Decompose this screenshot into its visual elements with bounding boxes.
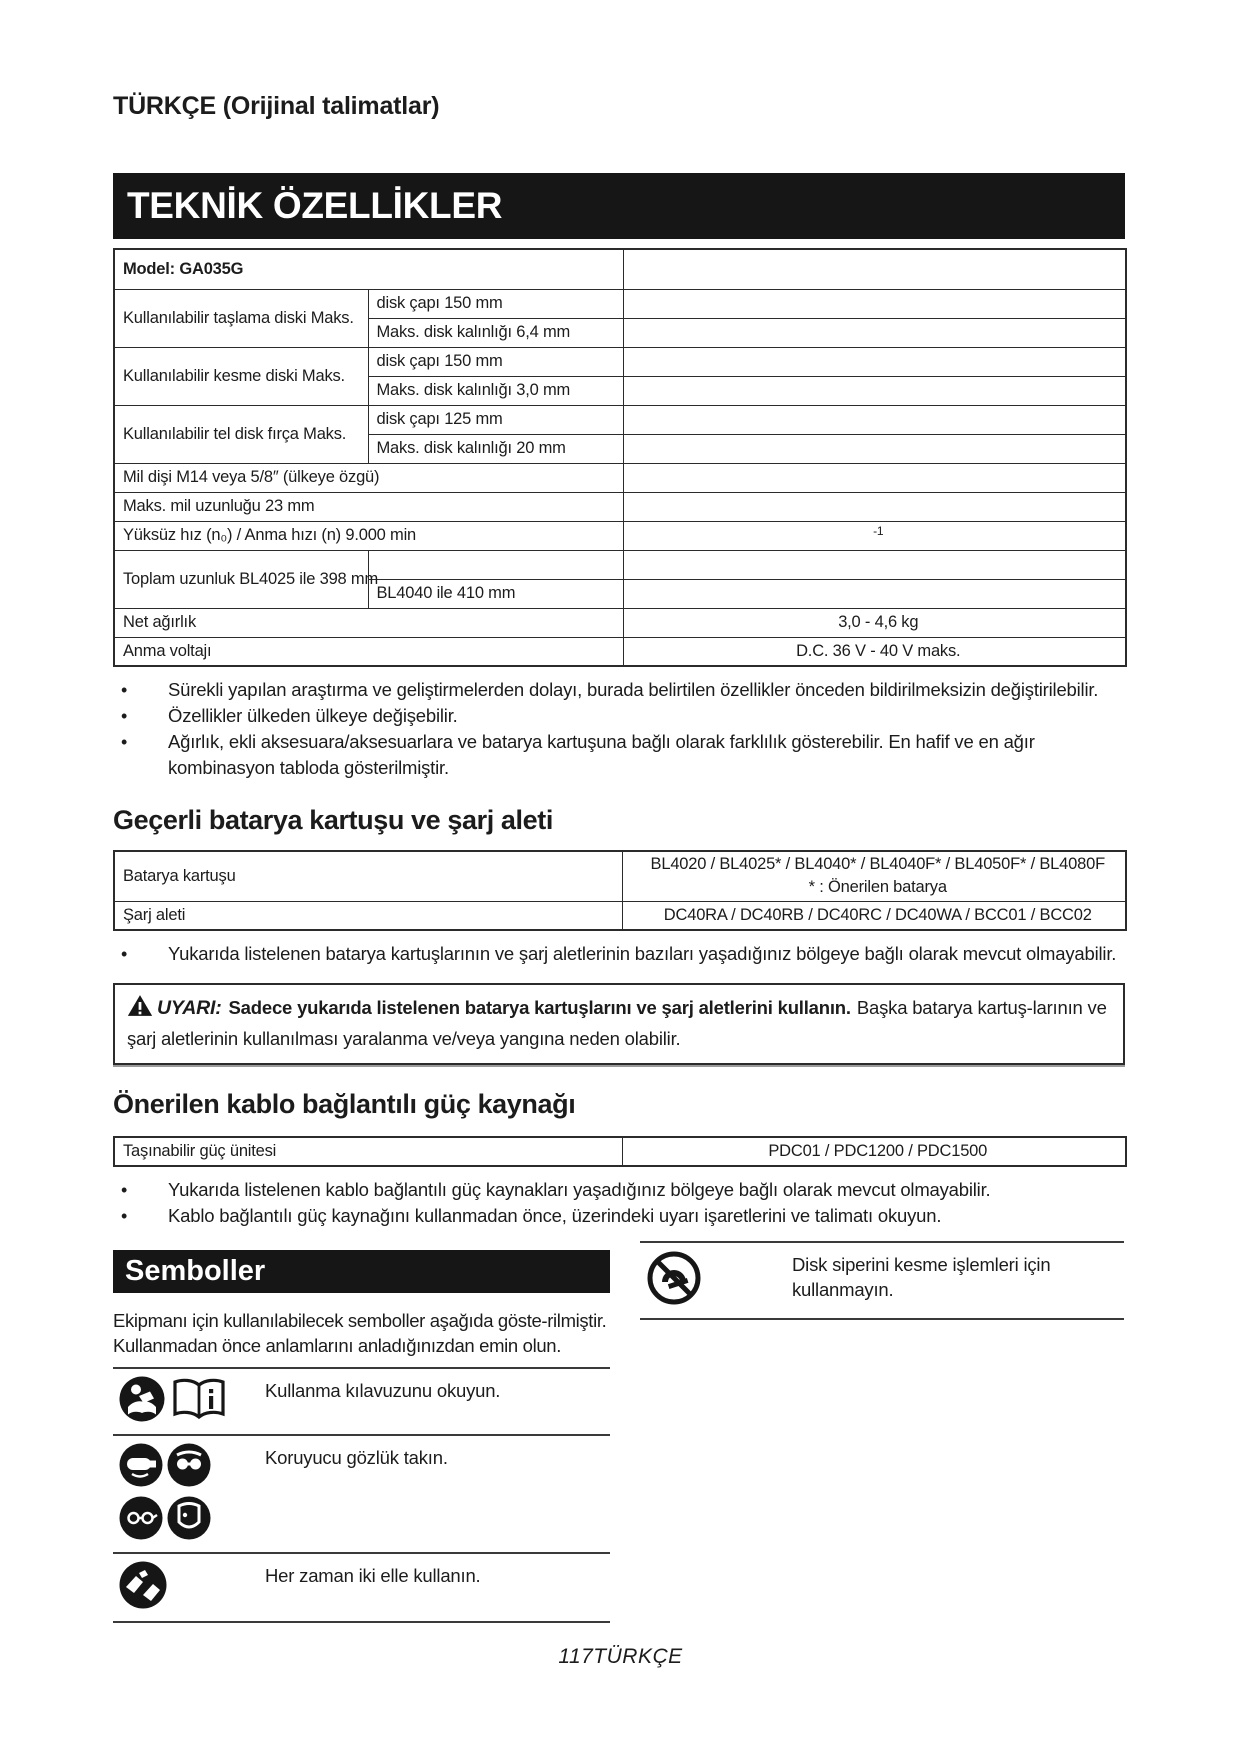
- spec-mil-uzunlugu-cell: Maks. mil uzunluğu 23 mm: [114, 492, 623, 521]
- battery-table: [113, 850, 1127, 931]
- list-item: • Ağırlık, ekli aksesuara/aksesuarlara ve batarya kartuşuna bağlı olarak farklılık gösterebilir. En hafif ve en ağır kombinasyon tabloda gösterilmiştir.: [113, 729, 1125, 781]
- table-row: [114, 492, 1126, 521]
- power-notes-list: [113, 1177, 1125, 1229]
- page-content: [113, 92, 1125, 1623]
- power-supply-heading: Önerilen kablo bağlantılı güç kaynağı: [113, 1089, 576, 1119]
- spec-empty-cell: [623, 550, 1126, 579]
- battery-note-list: [113, 941, 1125, 967]
- symbol-label: Her zaman iki elle kullanın.: [265, 1565, 481, 1586]
- battery-section-heading: Geçerli batarya kartuşu ve şarj aleti: [113, 805, 553, 835]
- page-number-footer: 117TÜRKÇE: [558, 1645, 683, 1668]
- power-unit-value-cell: PDC01 / PDC1200 / PDC1500: [622, 1137, 1126, 1166]
- spec-empty-cell: [623, 405, 1126, 434]
- spec-tel-label-cell: Kullanılabilir tel disk fırça Maks.: [114, 405, 368, 463]
- spec-anma-voltaji-label-cell: Anma voltajı: [114, 637, 623, 666]
- safety-goggles-icon: [119, 1443, 163, 1492]
- symbol-row-read-manual: [113, 1367, 610, 1434]
- face-shield-icon: [167, 1496, 211, 1545]
- warning-bold-text: Sadece yukarıda listelenen batarya kartuşlarını ve şarj aletlerini kullanın.: [228, 997, 851, 1018]
- spec-tel-kalinlik-cell: Maks. disk kalınlığı 20 mm: [368, 434, 623, 463]
- safety-goggles-icon: [167, 1443, 211, 1492]
- symbol-icons: [119, 1443, 265, 1545]
- symbol-label: Koruyucu gözlük takın.: [265, 1447, 448, 1468]
- symbols-intro-text: Ekipmanı için kullanılabilecek semboller aşağıda göste-rilmiştir. Kullanmadan önce anlamlarını anladığınızdan emin olun.: [113, 1310, 607, 1356]
- spec-empty-cell: [623, 347, 1126, 376]
- spec-empty-cell: [623, 492, 1126, 521]
- spec-empty-cell: [623, 579, 1126, 608]
- symbol-icons: [119, 1376, 265, 1427]
- spec-taslama-cap-cell: disk çapı 150 mm: [368, 289, 623, 318]
- table-row: [114, 901, 1126, 930]
- spec-anma-voltaji-value-cell: D.C. 36 V - 40 V maks.: [623, 637, 1126, 666]
- read-manual-icon: [119, 1376, 165, 1427]
- spec-mil-disi-cell: Mil dişi M14 veya 5/8″ (ülkeye özgü): [114, 463, 623, 492]
- table-row: [114, 347, 1126, 376]
- spec-tel-cap-cell: disk çapı 125 mm: [368, 405, 623, 434]
- warning-triangle-icon: [127, 994, 153, 1025]
- no-cutting-with-guard-icon: [646, 1250, 702, 1311]
- book-info-icon: [170, 1376, 228, 1427]
- symbols-right-column: [640, 1241, 1124, 1623]
- power-unit-label-cell: Taşınabilir güç ünitesi: [114, 1137, 622, 1166]
- spec-empty-cell: [623, 318, 1126, 347]
- table-row: [114, 1137, 1126, 1166]
- table-row: [114, 249, 1126, 289]
- list-item: • Yukarıda listelenen batarya kartuşlarının ve şarj aletlerinin bazıları yaşadığınız bölgeye bağlı olarak mevcut olmayabilir.: [113, 941, 1125, 967]
- symbol-row-eye-protection: [113, 1434, 610, 1552]
- spec-notes-list: [113, 677, 1125, 781]
- banner-semboller-label: Semboller: [125, 1255, 266, 1287]
- language-title: TÜRKÇE (Orijinal talimatlar): [113, 92, 440, 120]
- spec-empty-cell: [368, 550, 623, 579]
- table-row: [114, 289, 1126, 318]
- symbol-row-two-hands: [113, 1552, 610, 1623]
- battery-recommended-note: * : Önerilen batarya: [808, 878, 947, 897]
- spec-model-cell: Model: GA035G: [114, 249, 623, 289]
- goggle-icon-grid: [119, 1443, 211, 1545]
- spec-toplam-cell: Toplam uzunluk BL4025 ile 398 mm: [114, 550, 368, 608]
- spec-empty-cell: [623, 376, 1126, 405]
- table-row: [114, 608, 1126, 637]
- spec-taslama-kalinlik-cell: Maks. disk kalınlığı 6,4 mm: [368, 318, 623, 347]
- table-row: [114, 550, 1126, 579]
- power-supply-table: [113, 1136, 1127, 1167]
- list-item: • Sürekli yapılan araştırma ve geliştirmelerden dolayı, burada belirtilen özellikler önceden bildirilmeksizin değiştirilebilir.: [113, 677, 1125, 703]
- table-row: [114, 463, 1126, 492]
- charger-value-cell: DC40RA / DC40RB / DC40RC / DC40WA / BCC01 / BCC02: [622, 901, 1126, 930]
- spec-empty-cell: [623, 434, 1126, 463]
- spec-hiz-exponent-cell: -1: [623, 521, 1126, 550]
- battery-models: BL4020 / BL4025* / BL4040* / BL4040F* / BL4050F* / BL4080F: [650, 855, 1105, 874]
- spec-kesme-cap-cell: disk çapı 150 mm: [368, 347, 623, 376]
- spec-taslama-label-cell: Kullanılabilir taşlama diski Maks.: [114, 289, 368, 347]
- symbols-two-column-area: [113, 1241, 1125, 1623]
- spec-kesme-kalinlik-cell: Maks. disk kalınlığı 3,0 mm: [368, 376, 623, 405]
- symbols-left-column: [113, 1241, 610, 1623]
- list-item: • Kablo bağlantılı güç kaynağını kullanmadan önce, üzerindeki uyarı işaretlerini ve talimatı okuyun.: [113, 1203, 1125, 1229]
- spec-empty-cell: [623, 249, 1126, 289]
- spec-hiz-cell: Yüksüz hız (n₀) / Anma hızı (n) 9.000 min: [114, 521, 623, 550]
- table-row: [114, 521, 1126, 550]
- symbol-icons: [646, 1250, 792, 1311]
- list-item: • Yukarıda listelenen kablo bağlantılı güç kaynakları yaşadığınız bölgeye bağlı olarak mevcut olmayabilir.: [113, 1177, 1125, 1203]
- spec-toplam2-cell: BL4040 ile 410 mm: [368, 579, 623, 608]
- symbol-label: Kullanma kılavuzunu okuyun.: [265, 1380, 501, 1401]
- spec-empty-cell: [623, 289, 1126, 318]
- section-banner-teknik-ozellikler: [113, 173, 1125, 239]
- spec-net-agirlik-label-cell: Net ağırlık: [114, 608, 623, 637]
- symbols-list: [113, 1367, 610, 1623]
- warning-label: UYARI:: [157, 997, 222, 1019]
- charger-label-cell: Şarj aleti: [114, 901, 622, 930]
- table-row: [114, 637, 1126, 666]
- warning-box: [113, 983, 1125, 1065]
- battery-cartridge-label-cell: Batarya kartuşu: [114, 851, 622, 901]
- section-banner-semboller: [113, 1250, 610, 1293]
- symbol-label: Disk siperini kesme işlemleri için kullanmayın.: [792, 1254, 1051, 1300]
- symbol-icons: [119, 1561, 265, 1614]
- banner-teknik-label: TEKNİK ÖZELLİKLER: [127, 185, 503, 226]
- battery-cartridge-value-cell: [622, 851, 1126, 901]
- two-hands-icon: [119, 1561, 167, 1614]
- spec-net-agirlik-value-cell: 3,0 - 4,6 kg: [623, 608, 1126, 637]
- list-item: • Özellikler ülkeden ülkeye değişebilir.: [113, 703, 1125, 729]
- spec-kesme-label-cell: Kullanılabilir kesme diski Maks.: [114, 347, 368, 405]
- table-row: [114, 405, 1126, 434]
- safety-goggles-icon: [119, 1496, 163, 1545]
- spec-empty-cell: [623, 463, 1126, 492]
- warning-normal-text: Başka batarya kartuş-larının ve şarj aletlerinin kullanılması yaralanma ve/veya yangına neden olabilir.: [127, 997, 1107, 1049]
- symbol-row-no-cutting: [640, 1241, 1124, 1320]
- spec-table: [113, 248, 1127, 667]
- table-row: [114, 851, 1126, 901]
